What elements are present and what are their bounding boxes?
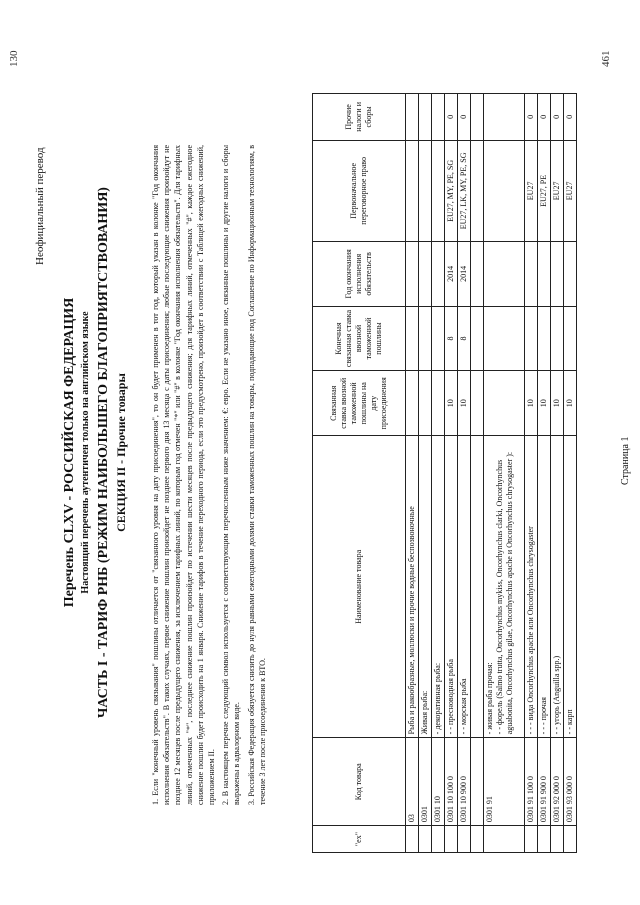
cell-code: 0301 91 900 0 <box>538 738 551 826</box>
cell-year: 2014 <box>458 241 471 306</box>
cell-description <box>471 436 484 738</box>
cell-inr: EU27, LK, MY, PE, SG <box>458 140 471 241</box>
cell-description: - декоративная рыба: <box>432 436 445 738</box>
cell-ex <box>458 826 471 853</box>
cell-ex <box>432 826 445 853</box>
cell-inr: EU27, MY, PE, SG <box>445 140 458 241</box>
col-final-rate: Конечная связанная ставка ввозной таможенной пошлины <box>313 306 406 371</box>
cell-other: 0 <box>445 94 458 141</box>
cell-ex <box>471 826 484 853</box>
table-row <box>419 94 432 853</box>
cell-inr <box>471 140 484 241</box>
table-row <box>564 94 577 853</box>
note-2: 2. В настоящем перечне следующий символ используется с соответствующим перечисленным ниже значением: €: евро. Если не указано иное, связанные пошлины и другие налоги и сборы выражены в адвалорном виде. <box>221 145 242 805</box>
cell-year <box>551 241 564 306</box>
cell-inr <box>432 140 445 241</box>
cell-code: 0301 92 000 0 <box>551 738 564 826</box>
cell-description: Живая рыба: <box>419 436 432 738</box>
cell-ex <box>445 826 458 853</box>
cell-description: Рыба и ракообразные, моллюски и прочие водные беспозвоночные <box>406 436 419 738</box>
cell-inr: EU27 <box>551 140 564 241</box>
cell-bound-rate <box>406 371 419 436</box>
table-row <box>538 94 551 853</box>
cell-description: - - - вида Oncorhynchus apache или Oncorhynchus chrysogaster <box>525 436 538 738</box>
cell-final-rate: 8 <box>445 306 458 371</box>
cell-final-rate <box>538 306 551 371</box>
table-row <box>525 94 538 853</box>
cell-other: 0 <box>564 94 577 141</box>
cell-final-rate <box>525 306 538 371</box>
table-row <box>458 94 471 853</box>
cell-description: - - - прочая <box>538 436 551 738</box>
page-number-stamp: 130 <box>8 50 20 67</box>
col-year: Год окончания исполнения обязательств <box>313 241 406 306</box>
cell-other <box>484 94 525 141</box>
cell-ex <box>551 826 564 853</box>
table-header-row <box>313 94 406 853</box>
cell-final-rate <box>484 306 525 371</box>
table-row <box>471 94 484 853</box>
cell-description: - - угорь (Anguilla spp.) <box>551 436 564 738</box>
col-bound-rate: Связанная ставка ввозной таможенной пошлины на дату присоединения <box>313 371 406 436</box>
table-row <box>406 94 419 853</box>
cell-other <box>471 94 484 141</box>
cell-ex <box>564 826 577 853</box>
cell-year <box>525 241 538 306</box>
cell-code: 0301 10 <box>432 738 445 826</box>
cell-bound-rate: 10 <box>551 371 564 436</box>
cell-other <box>419 94 432 141</box>
col-description: Наименование товара <box>313 436 406 738</box>
cell-bound-rate <box>432 371 445 436</box>
cell-ex <box>406 826 419 853</box>
cell-inr <box>484 140 525 241</box>
cell-other: 0 <box>525 94 538 141</box>
cell-year <box>419 241 432 306</box>
col-ex: "ex" <box>313 826 406 853</box>
cell-final-rate <box>551 306 564 371</box>
note-3: 3. Российская Федерация обязуется снизить до нуля равными ежегодными долями ставки таможенных пошлин на товары, подпадающие под Соглашение по Информационным технологиям, в течение 3 лет после присоединения к ВТО. <box>246 145 267 805</box>
cell-bound-rate: 10 <box>445 371 458 436</box>
col-other-duties: Прочие налоги и сборы <box>313 94 406 141</box>
cell-code: 03 <box>406 738 419 826</box>
cell-description: - - морская рыба <box>458 436 471 738</box>
cell-year <box>564 241 577 306</box>
cell-bound-rate <box>419 371 432 436</box>
cell-year <box>538 241 551 306</box>
cell-ex <box>484 826 525 853</box>
cell-ex <box>525 826 538 853</box>
cell-other: 0 <box>458 94 471 141</box>
cell-other: 0 <box>551 94 564 141</box>
cell-bound-rate: 10 <box>564 371 577 436</box>
schedule-notes <box>150 145 271 805</box>
cell-final-rate <box>419 306 432 371</box>
cell-inr: EU27 <box>525 140 538 241</box>
cell-other <box>432 94 445 141</box>
cell-code: 0301 91 100 0 <box>525 738 538 826</box>
cell-bound-rate: 10 <box>525 371 538 436</box>
cell-other <box>406 94 419 141</box>
cell-final-rate <box>432 306 445 371</box>
cell-description: - - карп <box>564 436 577 738</box>
part-title: ЧАСТЬ I - ТАРИФ РНБ (РЕЖИМ НАИБОЛЬШЕГО БЛАГОПРИЯТСТВОВАНИЯ) <box>96 187 111 718</box>
table-row <box>445 94 458 853</box>
cell-final-rate: 8 <box>458 306 471 371</box>
cell-code: 0301 10 100 0 <box>445 738 458 826</box>
cell-code: 0301 93 000 0 <box>564 738 577 826</box>
cell-inr <box>419 140 432 241</box>
authenticity-note: Настоящий перечень аутентичен только на английском языке <box>80 311 91 594</box>
page-footer: Страница 1 <box>620 436 631 485</box>
cell-year <box>432 241 445 306</box>
cell-year <box>484 241 525 306</box>
cell-year <box>406 241 419 306</box>
cell-description: - - пресноводная рыба <box>445 436 458 738</box>
cell-inr <box>406 140 419 241</box>
cell-inr: EU27, PE <box>538 140 551 241</box>
page-number-stamp-right: 461 <box>600 50 612 67</box>
section-title: СЕКЦИЯ II - Прочие товары <box>114 373 128 532</box>
schedule-title: Перечень CLXV - РОССИЙСКАЯ ФЕДЕРАЦИЯ <box>62 297 77 608</box>
col-code: Код товара <box>313 738 406 826</box>
cell-code: 0301 91 <box>484 738 525 826</box>
cell-code: 0301 10 900 0 <box>458 738 471 826</box>
cell-ex <box>419 826 432 853</box>
cell-bound-rate <box>484 371 525 436</box>
cell-inr: EU27 <box>564 140 577 241</box>
table-row <box>551 94 564 853</box>
cell-code: 0301 <box>419 738 432 826</box>
note-1: 1. Если "конечный уровень связывания" пошлины отличается от "связанного уровня на дату присоединения", то он будет применен в тот год, который указан в колонке "Год окончания исполнения обязательств". В таких случаях, первое снижение пошлин произойдет не позднее первого дня 13 месяца с даты присоединения; любые последующие снижения произойдут не позднее 12 месяцев после предыдущего снижения, за исключением тарифных линий, по которым год отмечен "*" или "#" в колонке "Год окончания исполнения обязательств". Для тарифных линий, отмеченных "*", последнее снижение пошлин произойдет по истечении шести месяцев после предыдущего снижения; для тарифных линий, отмеченных "#", каждое ежегодное снижение пошлин будет происходить на 1 января. Снижение тарифов в течение переходного периода, если это предусмотрено, произойдет в соответствии с Таблицей ежегодных снижений, приложением II. <box>151 145 217 805</box>
table-row <box>484 94 525 853</box>
cell-bound-rate: 10 <box>538 371 551 436</box>
cell-final-rate <box>406 306 419 371</box>
cell-description: - живая рыба прочая: - - форель (Salmo trutta, Oncorhynchus mykiss, Oncorhynchus clarki, Oncorhynchus aguabonita, Oncorhynchus gilae, Oncorhynchus apache и Oncorhynchus chrysogaster ): <box>484 436 525 738</box>
cell-final-rate <box>471 306 484 371</box>
cell-bound-rate: 10 <box>458 371 471 436</box>
col-inr: Первоначальное переговорное право <box>313 140 406 241</box>
cell-ex <box>538 826 551 853</box>
cell-final-rate <box>564 306 577 371</box>
cell-year: 2014 <box>445 241 458 306</box>
cell-year <box>471 241 484 306</box>
cell-other: 0 <box>538 94 551 141</box>
cell-code <box>471 738 484 826</box>
table-row <box>432 94 445 853</box>
tariff-table <box>312 93 577 853</box>
unofficial-translation-label: Неофициальный перевод <box>34 147 46 265</box>
cell-bound-rate <box>471 371 484 436</box>
